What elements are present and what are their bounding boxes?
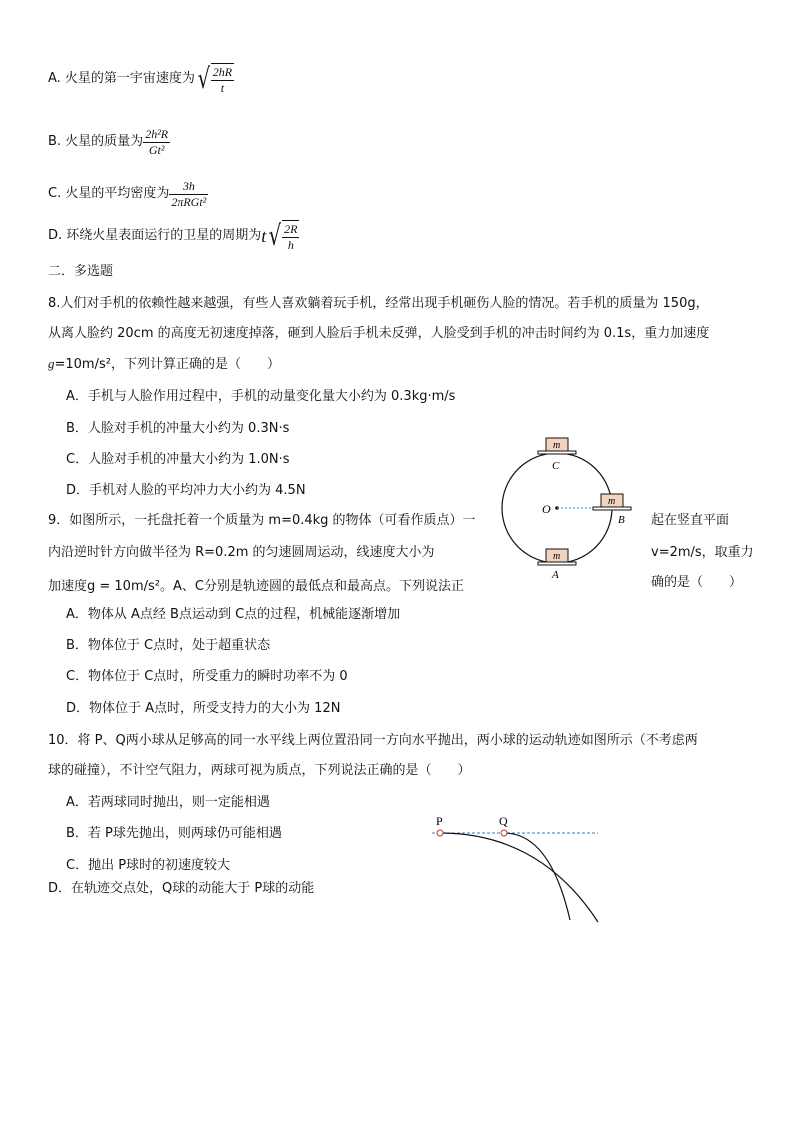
mass-label: m [608, 496, 616, 507]
q9-option-d: D．物体位于 A点时，所受支持力的大小为 12N [66, 701, 341, 716]
label-c: C [552, 460, 560, 472]
q10-stem-line2: 球的碰撞），不计空气阻力，两球可视为质点，下列说法正确的是（ ） [48, 763, 471, 778]
label-q: Q [499, 814, 508, 828]
q8-option-b: B．人脸对手机的冲量大小约为 0.3N·s [66, 421, 290, 436]
fraction: $\frac{2R}{h}$ [284, 221, 298, 252]
q7-option-c-text: C. 火星的平均密度为 [48, 186, 170, 201]
projectile-figure [420, 810, 620, 930]
q9-stem-line1-right: 起在竖直平面 [651, 513, 730, 528]
section-heading: 二．多选题 [48, 264, 114, 279]
q7-option-c [48, 172, 208, 216]
tray-b [593, 507, 631, 510]
q8-stem-line1: 8.人们对手机的依赖性越来越强，有些人喜欢躺着玩手机，经常出现手机砸伤人脸的情况。若手机的质量为 150g， [48, 296, 709, 311]
tray-c [538, 451, 576, 454]
q9-option-b: B．物体位于 C点时，处于超重状态 [66, 638, 271, 653]
period-variable: t [261, 226, 267, 246]
q10-option-a: A．若两球同时抛出，则一定能相遇 [66, 795, 270, 810]
q7-option-d [48, 214, 299, 258]
sqrt-expression [195, 63, 234, 96]
tray-a [538, 562, 576, 565]
q9-stem-line2-right: v=2m/s，取重力 [651, 545, 754, 560]
sqrt-expression [266, 220, 299, 253]
q9-option-c: C．物体位于 C点时，所受重力的瞬时功率不为 0 [66, 669, 348, 684]
q10-stem-line1: 10．将 P、Q两小球从足够高的同一水平线上两位置沿同一方向水平抛出，两小球的运动轨迹如图所示（不考虑两 [48, 733, 698, 748]
q8-stem-line2: 从离人脸约 20cm 的高度无初速度掉落，砸到人脸后手机未反弹，人脸受到手机的冲击时间约为 0.1s，重力加速度 [48, 326, 710, 341]
q10-option-b: B．若 P球先抛出，则两球仍可能相遇 [66, 826, 282, 841]
q7-option-b-text: B. 火星的质量为 [48, 134, 144, 149]
radical-sign-icon: √ [268, 219, 282, 252]
ball-p [437, 830, 443, 836]
q9-stem-line1-left: 9．如图所示，一托盘托着一个质量为 m=0.4kg 的物体（可看作质点）一 [48, 513, 476, 528]
q8-option-a: A．手机与人脸作用过程中，手机的动量变化量大小约为 0.3kg·m/s [66, 389, 456, 404]
fraction: $\frac{3h}{\text{2πRGt²}}$ [171, 178, 207, 209]
q9-stem-line3-right: 确的是（ ） [651, 575, 743, 590]
q10-option-c: C．抛出 P球时的初速度较大 [66, 858, 231, 873]
fraction: $\frac{\text{2h²R}}{\text{Gt²}}$ [145, 126, 169, 157]
q8-option-c: C．人脸对手机的冲量大小约为 1.0N·s [66, 452, 290, 467]
fraction: $\frac{2hR}{t}$ [212, 64, 233, 95]
q8-option-d: D．手机对人脸的平均冲力大小约为 4.5N [66, 483, 306, 498]
q7-option-a [48, 55, 234, 103]
q7-option-b [48, 118, 170, 166]
mass-label: m [553, 440, 561, 451]
radical-sign-icon: √ [197, 62, 211, 95]
trajectory-p [440, 833, 598, 922]
label-a: A [552, 569, 559, 581]
q7-option-d-text: D. 环绕火星表面运行的卫星的周期为 [48, 228, 262, 243]
q8-stem-line3: g=10m/s²，下列计算正确的是（ ） [48, 356, 280, 372]
q9-stem-line2-left: 内沿逆时针方向做半径为 R=0.2m 的匀速圆周运动，线速度大小为 [48, 545, 435, 560]
q9-stem-line3-left: 加速度g = 10m/s²。A、C分别是轨迹圆的最低点和最高点。下列说法正 [48, 579, 464, 594]
circular-motion-figure [495, 432, 640, 582]
label-o: O [542, 502, 551, 516]
ball-q [501, 830, 507, 836]
q9-option-a: A．物体从 A点经 B点运动到 C点的过程，机械能逐渐增加 [66, 607, 401, 622]
q10-option-d: D．在轨迹交点处，Q球的动能大于 P球的动能 [48, 881, 315, 896]
q7-option-a-text: A. 火星的第一宇宙速度为 [48, 71, 195, 86]
label-b: B [618, 514, 625, 526]
mass-label: m [553, 551, 561, 562]
label-p: P [436, 814, 443, 828]
